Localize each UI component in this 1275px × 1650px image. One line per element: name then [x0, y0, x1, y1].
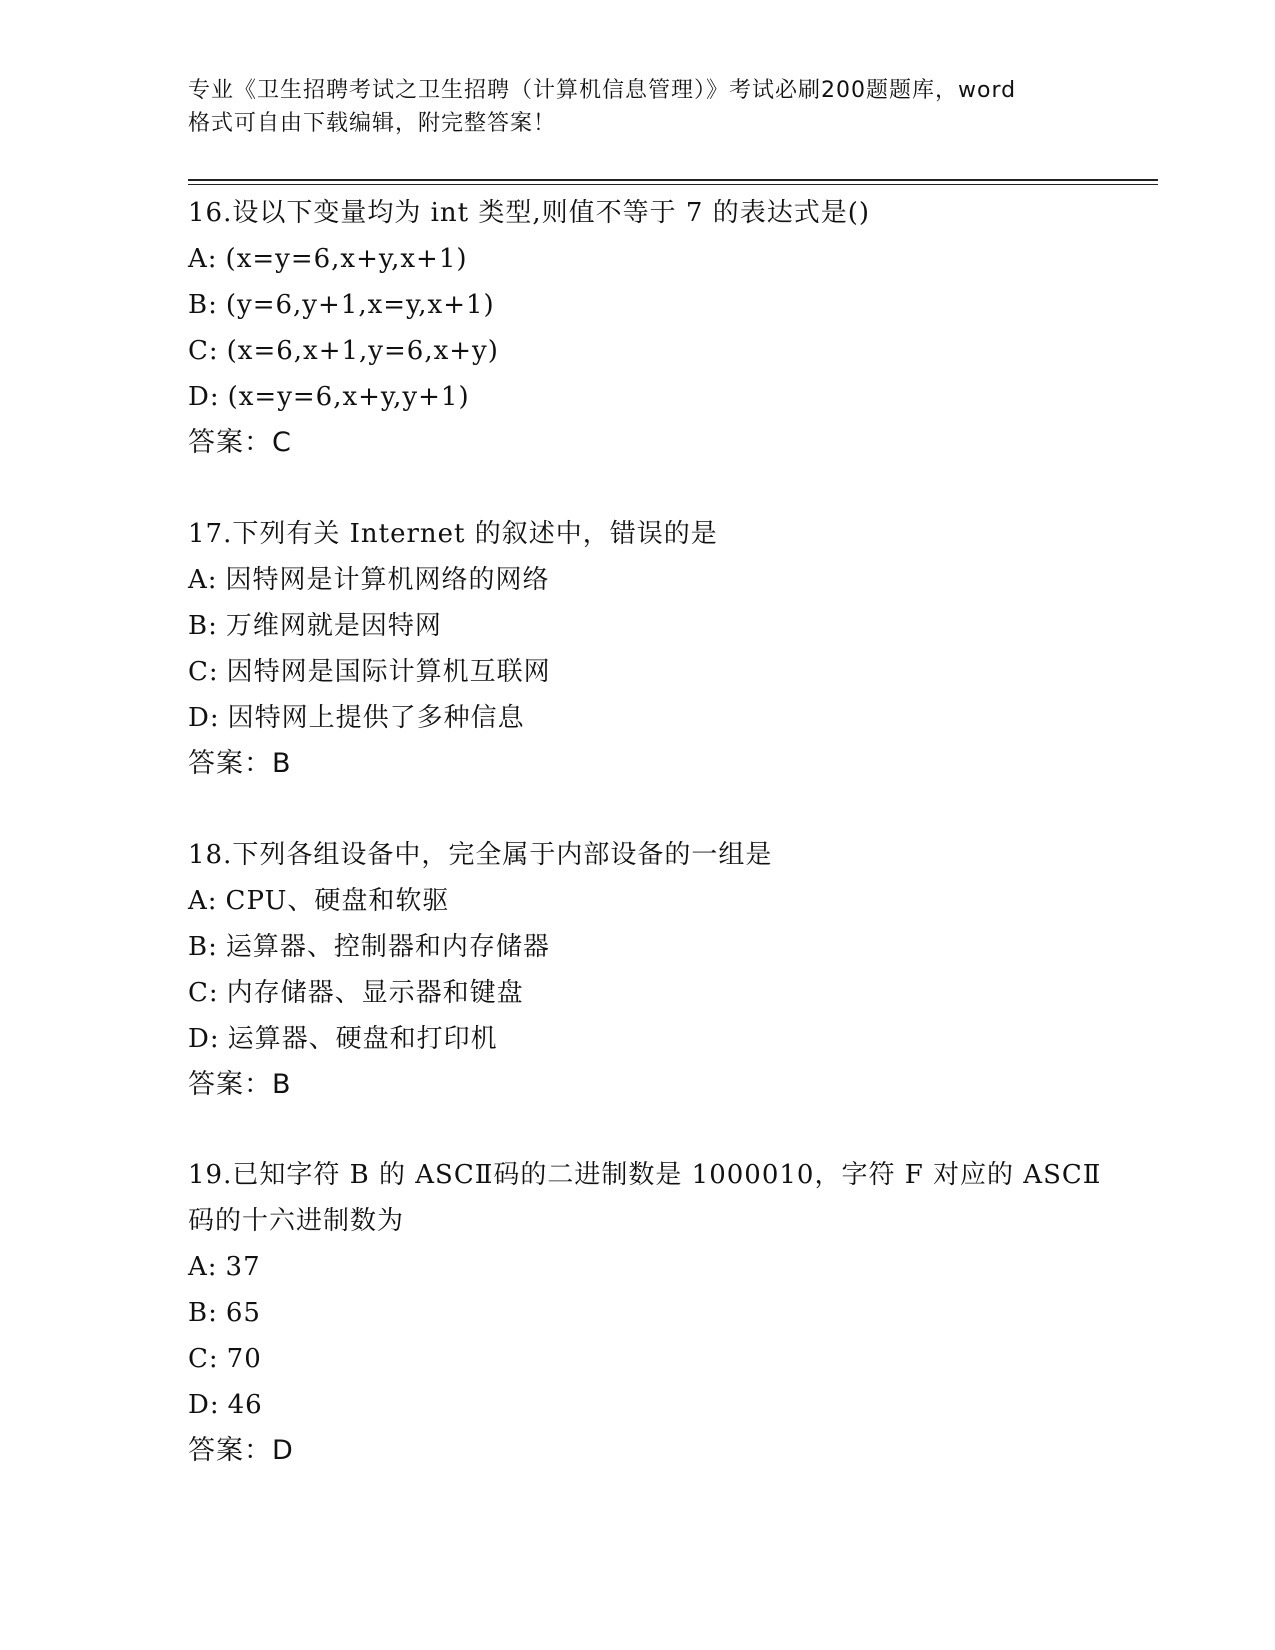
- question-16: [188, 190, 1108, 466]
- option-text: 65: [225, 1298, 261, 1328]
- option-text: (x=6,x+1,y=6,x+y): [226, 336, 499, 366]
- option-letter: A:: [188, 886, 218, 916]
- option-a: [188, 557, 1108, 603]
- header-title-line-2: 格式可自由下载编辑，附完整答案！: [188, 111, 557, 136]
- option-a: [188, 1244, 1108, 1290]
- answer-line: 答案：B: [188, 1069, 292, 1100]
- option-text: (x=y=6,x+y,y+1): [227, 382, 470, 412]
- question-stem-line-1: 19.已知字符 B 的 ASCⅡ码的二进制数是 1000010，字符 F 对应的 ASCⅡ: [188, 1160, 1102, 1190]
- question-stem: 16.设以下变量均为 int 类型,则值不等于 7 的表达式是(): [188, 198, 871, 228]
- option-letter: B:: [188, 1298, 218, 1328]
- option-letter: D:: [188, 703, 220, 733]
- option-b: [188, 924, 1108, 970]
- question-19: [188, 1152, 1108, 1474]
- option-d: [188, 1016, 1108, 1062]
- question-18: [188, 832, 1108, 1108]
- option-c: [188, 970, 1108, 1016]
- option-letter: B:: [188, 290, 218, 320]
- option-b: [188, 603, 1108, 649]
- option-d: [188, 695, 1108, 741]
- option-letter: D:: [188, 1024, 220, 1054]
- option-letter: D:: [188, 382, 220, 412]
- option-a: [188, 878, 1108, 924]
- document-header: [188, 74, 1088, 140]
- option-text: 70: [226, 1344, 262, 1374]
- option-text: 万维网就是因特网: [225, 611, 442, 641]
- option-letter: A:: [188, 565, 218, 595]
- option-c: [188, 1336, 1108, 1382]
- option-text: (x=y=6,x+y,x+1): [225, 244, 468, 274]
- option-letter: C:: [188, 657, 219, 687]
- option-letter: A:: [188, 244, 218, 274]
- header-title-line-1: 专业《卫生招聘考试之卫生招聘（计算机信息管理）》考试必刷200题题库，word: [188, 78, 1017, 103]
- header-divider-thick: [188, 179, 1158, 181]
- option-text: 运算器、硬盘和打印机: [227, 1024, 498, 1054]
- question-stem: 17.下列有关 Internet 的叙述中，错误的是: [188, 519, 718, 549]
- option-letter: A:: [188, 1252, 218, 1282]
- option-letter: C:: [188, 978, 219, 1008]
- option-b: [188, 282, 1108, 328]
- option-letter: C:: [188, 336, 219, 366]
- header-divider-thin: [188, 184, 1158, 185]
- option-d: [188, 374, 1108, 420]
- question-stem-line-2: 码的十六进制数为: [188, 1206, 405, 1236]
- option-text: 运算器、控制器和内存储器: [225, 932, 550, 962]
- option-text: 因特网是国际计算机互联网: [226, 657, 551, 687]
- option-letter: C:: [188, 1344, 219, 1374]
- option-text: CPU、硬盘和软驱: [225, 886, 450, 916]
- option-letter: B:: [188, 932, 218, 962]
- answer-line: 答案：D: [188, 1435, 294, 1466]
- answer-line: 答案：B: [188, 748, 292, 779]
- option-a: [188, 236, 1108, 282]
- option-letter: D:: [188, 1390, 220, 1420]
- option-c: [188, 649, 1108, 695]
- option-text: (y=6,y+1,x=y,x+1): [225, 290, 495, 320]
- option-text: 因特网上提供了多种信息: [227, 703, 525, 733]
- option-text: 因特网是计算机网络的网络: [225, 565, 550, 595]
- option-text: 46: [227, 1390, 263, 1420]
- answer-line: 答案：C: [188, 427, 292, 458]
- option-d: [188, 1382, 1108, 1428]
- option-text: 内存储器、显示器和键盘: [226, 978, 524, 1008]
- option-text: 37: [225, 1252, 261, 1282]
- question-stem: 18.下列各组设备中，完全属于内部设备的一组是: [188, 840, 773, 870]
- option-b: [188, 1290, 1108, 1336]
- question-17: [188, 511, 1108, 787]
- option-c: [188, 328, 1108, 374]
- option-letter: B:: [188, 611, 218, 641]
